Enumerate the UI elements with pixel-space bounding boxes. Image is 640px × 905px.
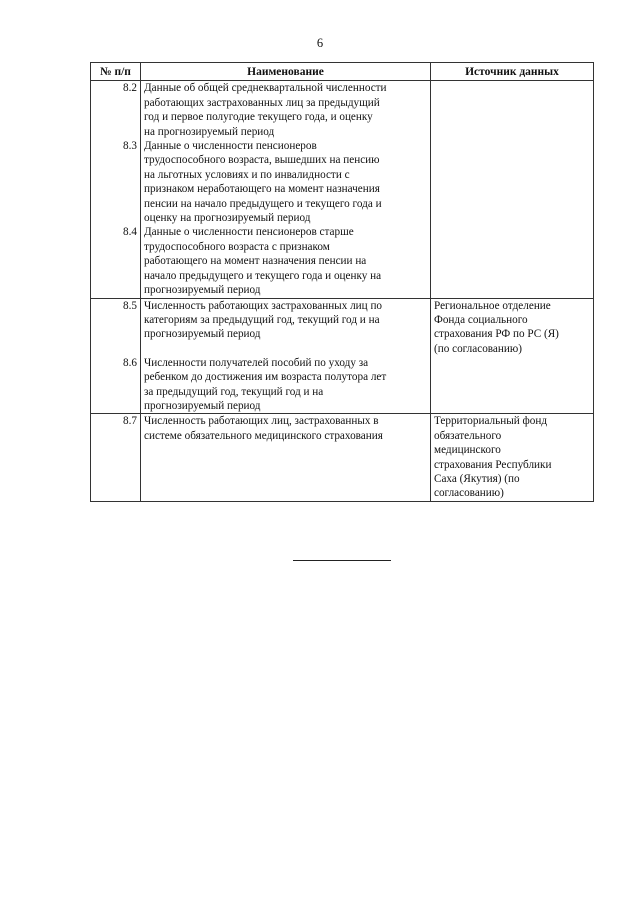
source-line: Региональное отделение [434,299,551,312]
item-number: 8.3 [123,140,137,153]
item-description [144,299,427,342]
page-number: 6 [316,36,324,50]
item-description [144,81,427,139]
item-description [144,356,427,414]
header-source: Источник данных [431,63,594,81]
table-row [91,414,594,501]
number-spacer [94,125,137,139]
row-name-cell [141,414,431,501]
row-source-cell [431,81,594,298]
item-description [144,139,427,225]
number-spacer [94,283,137,297]
item-number: 8.2 [123,82,137,95]
source-line: согласованию) [434,487,504,500]
number-spacer [94,269,137,283]
source-line: страхования РФ по РС (Я) [434,328,559,341]
number-spacer [94,254,137,268]
item-number: 8.7 [123,415,137,428]
description-line: категориям за предыдущий год, текущий год и на [144,313,380,326]
entry-gap [144,342,427,356]
number-spacer [94,153,137,167]
item-number: 8.6 [123,356,137,369]
row-source-cell [431,298,594,414]
description-line: трудоспособного возраста, вышедших на пенсию [144,154,380,167]
source-line: медицинского [434,444,501,457]
description-line: Данные о численности пенсионеров старше [144,226,354,239]
description-line: на льготных условиях и по инвалидности с [144,168,350,181]
number-spacer [94,385,137,399]
data-sources-table [90,62,594,502]
number-spacer [94,327,137,341]
description-line: пенсии на начало предыдущего и текущего года и [144,197,382,210]
item-number: 8.5 [123,299,137,312]
description-line: работающих застрахованных лиц за предыдущий [144,96,380,109]
table-header-row [91,63,594,81]
header-num: № п/п [91,63,141,81]
description-line: признаком неработающего на момент назначения [144,183,380,196]
description-line: Данные о численности пенсионеров [144,140,317,153]
row-number-cell [91,298,141,414]
row-source-cell [431,414,594,501]
source-line: обязательного [434,429,502,442]
source-line: Фонда социального [434,313,528,326]
source-line: страхования Республики [434,458,552,471]
description-line: на прогнозируемый период [144,125,275,138]
description-line: год и первое полугодие текущего года, и оценку [144,111,373,124]
number-spacer [94,110,137,124]
item-description [144,414,427,443]
description-line: трудоспособного возраста с признаком [144,240,330,253]
number-spacer [94,211,137,225]
row-number-cell [91,81,141,298]
description-line: Численность работающих лиц, застрахованных в [144,415,379,428]
description-line: прогнозируемый период [144,284,261,297]
table-row [91,81,594,298]
number-spacer [94,168,137,182]
description-line: Численности получателей пособий по уходу за [144,356,369,369]
description-line: прогнозируемый период [144,399,261,412]
description-line: прогнозируемый период [144,328,261,341]
number-spacer [94,197,137,211]
header-name: Наименование [141,63,431,81]
source-line: Территориальный фонд [434,415,548,428]
item-description [144,225,427,297]
number-spacer [94,429,137,443]
number-spacer [94,96,137,110]
footer-rule [293,560,391,561]
description-line: ребенком до достижения им возраста полутора лет [144,371,387,384]
description-line: Данные об общей среднеквартальной численности [144,82,387,95]
entry-gap [94,342,137,356]
description-line: работающего на момент назначения пенсии на [144,255,367,268]
table-row [91,298,594,414]
number-spacer [94,399,137,413]
number-spacer [94,313,137,327]
number-spacer [94,240,137,254]
description-line: Численность работающих застрахованных лиц по [144,299,383,312]
description-line: оценку на прогнозируемый период [144,212,311,225]
number-spacer [94,370,137,384]
item-number: 8.4 [123,226,137,239]
row-name-cell [141,81,431,298]
description-line: начало предыдущего и текущего года и оценку на [144,269,382,282]
description-line: системе обязательного медицинского страхования [144,429,383,442]
description-line: за предыдущий год, текущий год и на [144,385,324,398]
row-number-cell [91,414,141,501]
source-line: (по согласованию) [434,342,522,355]
row-name-cell [141,298,431,414]
source-line: Саха (Якутия) (по [434,472,520,485]
number-spacer [94,182,137,196]
